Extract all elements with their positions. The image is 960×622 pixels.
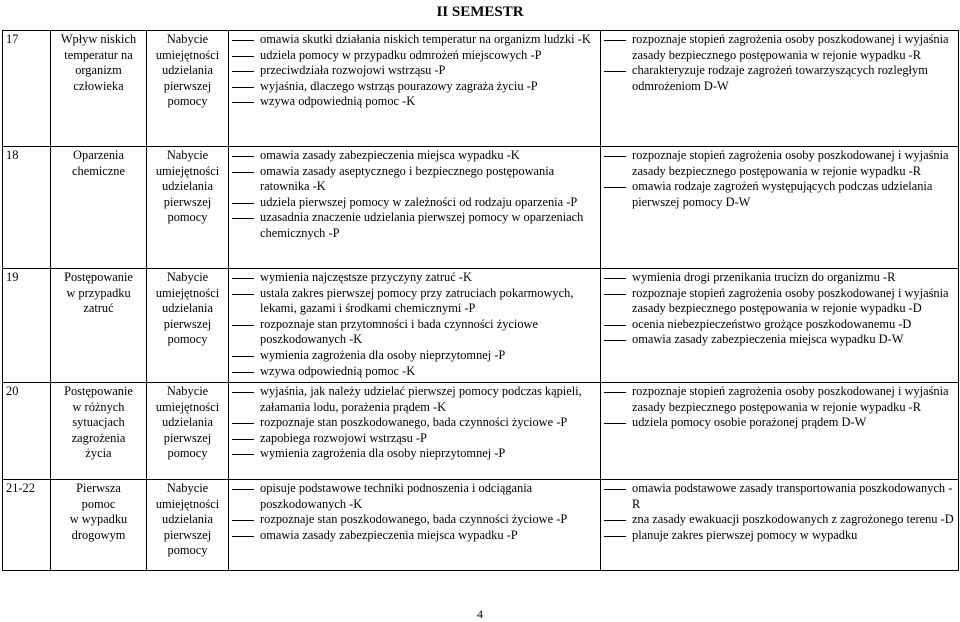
content-item [232,364,597,380]
content-item [232,317,597,348]
content-cell [229,480,601,571]
item-text: rozpoznaje stan poszkodowanego, bada czynności życiowe -P [260,415,568,430]
dash-bullet [604,384,632,415]
module-line: umiejętności [155,285,220,300]
content-cell [229,269,601,383]
dash-bullet [604,528,632,544]
outcome-item [604,415,955,431]
content-item [232,63,597,79]
item-text: rozpoznaje stopień zagrożenia osoby poszkodowanej i wyjaśnia zasady bezpiecznego postępowania w rejonie wypadku -D [632,285,949,316]
dash-bullet [232,384,260,415]
content-item [232,348,597,364]
item-text: omawia zasady zabezpieczenia miejsca wypadku D-W [632,332,904,347]
dash-bullet [604,332,632,348]
outcome-item [604,270,955,286]
module-line: Nabycie [166,270,209,284]
item-text: zapobiega rozwojowi wstrząsu -P [260,430,427,445]
dash-bullet [232,270,260,286]
topic-line: drogowym [71,527,126,542]
topic-line: zagrożenia [71,430,126,445]
lesson-topic [51,480,147,571]
item-text: udziela pomocy osobie porażonej prądem D-W [632,415,867,430]
item-text: wzywa odpowiednią pomoc -K [260,363,416,378]
module-line: pomocy [167,446,208,461]
dash-bullet [604,179,632,210]
module-name [147,383,229,480]
lesson-number: 20 [3,383,51,480]
module-line: umiejętności [155,496,220,511]
dash-bullet [232,317,260,348]
module-line: pomocy [167,210,208,225]
item-text: opisuje podstawowe techniki podnoszenia i odciągania poszkodowanych -K [260,481,533,511]
outcome-item [604,332,955,348]
item-text: omawia rodzaje zagrożeń występujących podczas udzielania pierwszej pomocy D-W [632,179,933,209]
dash-bullet [604,63,632,94]
outcome-item [604,148,955,179]
content-item [232,164,597,195]
content-item [232,286,597,317]
dash-bullet [232,364,260,380]
content-item [232,384,597,415]
item-text: uzasadnia znaczenie udzielania pierwszej pomocy w oparzeniach chemicznych -P [260,210,584,240]
dash-bullet [232,195,260,211]
module-line: pierwszej [163,430,212,445]
module-line: pierwszej [163,78,212,93]
dash-bullet [232,94,260,110]
dash-bullet [604,415,632,431]
topic-line: człowieka [73,78,124,93]
topic-line: organizm [75,63,122,78]
module-line: udzielania [162,512,213,527]
outcome-item [604,63,955,94]
item-text: omawia zasady aseptycznego i bezpiecznego postępowania ratownika -K [260,163,555,194]
module-line: udzielania [162,179,213,194]
module-line: Nabycie [166,32,209,46]
content-item [232,512,597,528]
content-item [232,210,597,241]
dash-bullet [232,210,260,241]
topic-line: pomoc [81,496,116,511]
content-item [232,195,597,211]
item-text: omawia zasady zabezpieczenia miejsca wypadku -P [260,527,518,542]
content-cell [229,383,601,480]
dash-bullet [604,317,632,333]
lesson-number: 17 [3,31,51,147]
content-cell [229,31,601,147]
outcome-item [604,286,955,317]
content-item [232,79,597,95]
topic-line: w wypadku [69,512,128,527]
outcome-item [604,528,955,544]
dash-bullet [232,164,260,195]
item-text: omawia zasady zabezpieczenia miejsca wypadku -K [260,148,520,162]
module-line: umiejętności [155,399,220,414]
module-line: pomocy [167,332,208,347]
content-item [232,148,597,164]
table-body [3,31,959,571]
dash-bullet [232,512,260,528]
content-item [232,446,597,462]
item-text: wzywa odpowiednią pomoc -K [260,94,416,109]
lesson-topic [51,269,147,383]
content-item [232,270,597,286]
item-text: rozpoznaje stan poszkodowanego, bada czynności życiowe -P [260,512,568,527]
item-text: rozpoznaje stan przytomności i bada czynności życiowe poszkodowanych -K [260,316,538,347]
module-line: umiejętności [155,163,220,178]
lesson-number: 19 [3,269,51,383]
curriculum-table [2,30,959,571]
dash-bullet [232,415,260,431]
item-text: zna zasady ewakuacji poszkodowanych z zagrożonego terenu -D [632,512,954,527]
dash-bullet [232,48,260,64]
topic-line: życia [85,446,112,461]
dash-bullet [232,481,260,512]
outcomes-cell [601,480,959,571]
lesson-topic [51,383,147,480]
item-text: wymienia drogi przenikania trucizn do organizmu -R [632,270,896,284]
topic-line: Wpływ niskich [60,32,137,46]
module-line: Nabycie [166,384,209,398]
item-text: omawia skutki działania niskich temperatur na organizm ludzki -K [260,32,591,46]
outcome-item [604,317,955,333]
module-line: pierwszej [163,316,212,331]
dash-bullet [232,286,260,317]
topic-line: w różnych [72,399,125,414]
dash-bullet [232,446,260,462]
dash-bullet [232,63,260,79]
item-text: wymienia zagrożenia dla osoby nieprzytomnej -P [260,446,506,461]
dash-bullet [232,431,260,447]
content-item [232,481,597,512]
outcomes-cell [601,269,959,383]
module-line: pierwszej [163,527,212,542]
topic-line: temperatur na [64,47,133,62]
table-row [3,31,959,147]
topic-line: w przypadku [66,285,131,300]
dash-bullet [604,32,632,63]
outcomes-cell [601,383,959,480]
item-text: przeciwdziała rozwojowi wstrząsu -P [260,63,446,78]
topic-line: sytuacjach [72,415,125,430]
dash-bullet [232,348,260,364]
page-number: 4 [477,607,483,621]
item-text: rozpoznaje stopień zagrożenia osoby poszkodowanej i wyjaśnia zasady bezpiecznego postępowania w rejonie wypadku -R [632,32,949,62]
module-line: Nabycie [166,148,209,162]
item-text: ocenia niebezpieczeństwo grożące poszkodowanemu -D [632,316,912,331]
dash-bullet [604,512,632,528]
topic-line: Pierwsza [76,481,121,495]
item-text: planuje zakres pierwszej pomocy w wypadku [632,527,858,542]
lesson-number: 18 [3,147,51,269]
module-line: pomocy [167,94,208,109]
dash-bullet [232,528,260,544]
item-text: rozpoznaje stopień zagrożenia osoby poszkodowanej i wyjaśnia zasady bezpiecznego postępowania w rejonie wypadku -R [632,148,949,178]
lesson-topic [51,31,147,147]
dash-bullet [604,148,632,179]
table-row [3,383,959,480]
dash-bullet [604,270,632,286]
topic-line: chemiczne [72,163,125,178]
item-text: omawia podstawowe zasady transportowania poszkodowanych -R [632,481,953,511]
topic-line: zatruć [83,301,114,316]
item-text: udziela pierwszej pomocy w zależności od rodzaju oparzenia -P [260,194,578,209]
topic-line: Postępowanie [64,270,133,284]
outcome-item [604,384,955,415]
outcome-item [604,512,955,528]
module-name [147,31,229,147]
outcome-item [604,32,955,63]
table-row [3,147,959,269]
item-text: wymienia najczęstsze przyczyny zatruć -K [260,270,472,284]
dash-bullet [232,148,260,164]
content-item [232,48,597,64]
item-text: udziela pomocy w przypadku odmrożeń miejscowych -P [260,47,542,62]
item-text: charakteryzuje rodzaje zagrożeń towarzyszących rozległym odmrożeniom D-W [632,63,928,93]
lesson-number: 21-22 [3,480,51,571]
content-item [232,94,597,110]
content-item [232,528,597,544]
module-line: pomocy [167,543,208,558]
module-line: umiejętności [155,47,220,62]
content-item [232,415,597,431]
dash-bullet [232,32,260,48]
module-line: udzielania [162,63,213,78]
table-row [3,269,959,383]
item-text: wyjaśnia, jak należy udzielać pierwszej pomocy podczas kąpieli, załamania lodu, porażenia prądem -K [260,384,582,414]
module-line: udzielania [162,301,213,316]
module-name [147,269,229,383]
semester-title: II SEMESTR [436,4,524,20]
module-line: udzielania [162,415,213,430]
dash-bullet [604,481,632,512]
outcome-item [604,481,955,512]
dash-bullet [232,79,260,95]
item-text: ustala zakres pierwszej pomocy przy zatruciach pokarmowych, lekami, gazami i środkami chemicznymi -P [260,285,574,316]
module-name [147,480,229,571]
table-row [3,480,959,571]
content-item [232,32,597,48]
outcomes-cell [601,147,959,269]
item-text: wymienia zagrożenia dla osoby nieprzytomnej -P [260,347,506,362]
module-line: pierwszej [163,194,212,209]
topic-line: Oparzenia [73,148,124,162]
module-name [147,147,229,269]
outcomes-cell [601,31,959,147]
content-item [232,431,597,447]
topic-line: Postępowanie [64,384,133,398]
outcome-item [604,179,955,210]
content-cell [229,147,601,269]
module-line: Nabycie [166,481,209,495]
item-text: rozpoznaje stopień zagrożenia osoby poszkodowanej i wyjaśnia zasady bezpiecznego postępowania w rejonie wypadku -R [632,384,949,414]
item-text: wyjaśnia, dlaczego wstrząs pourazowy zagraża życiu -P [260,78,538,93]
dash-bullet [604,286,632,317]
lesson-topic [51,147,147,269]
